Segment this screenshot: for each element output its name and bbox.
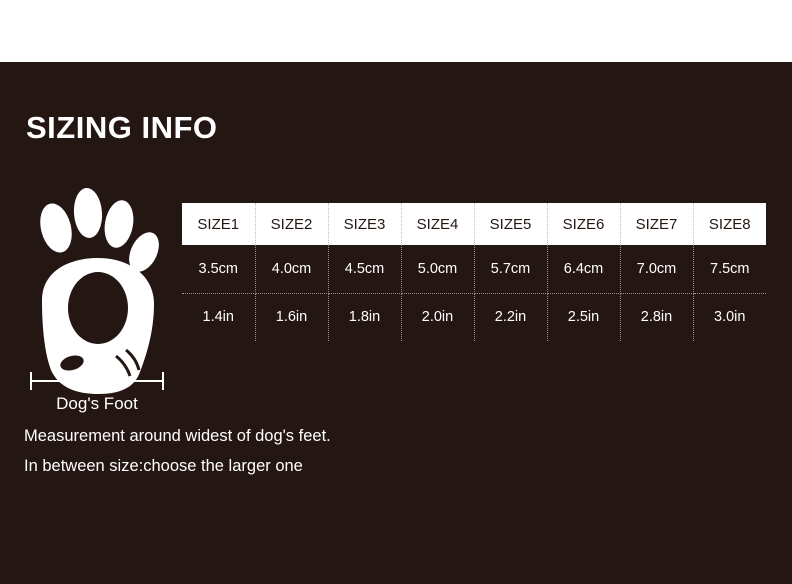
column-header: SIZE5 (474, 203, 547, 245)
table-cell: 4.5cm (328, 245, 401, 293)
notes-block (24, 424, 764, 483)
table-cell: 4.0cm (255, 245, 328, 293)
table-cell: 2.8in (620, 293, 693, 341)
foot-width-measure (20, 372, 172, 432)
table-row (182, 293, 766, 341)
table-cell: 5.7cm (474, 245, 547, 293)
measure-line (30, 380, 164, 382)
table-cell: 2.0in (401, 293, 474, 341)
table-cell: 1.6in (255, 293, 328, 341)
dog-paw-icon (20, 180, 170, 400)
size-table (182, 203, 766, 341)
table-row (182, 245, 766, 293)
table-cell: 7.0cm (620, 245, 693, 293)
table-cell: 1.8in (328, 293, 401, 341)
table-cell: 2.2in (474, 293, 547, 341)
size-table-body (182, 245, 766, 341)
column-header: SIZE8 (693, 203, 766, 245)
column-header: SIZE6 (547, 203, 620, 245)
note-line: Measurement around widest of dog's feet. (24, 427, 331, 445)
table-cell: 5.0cm (401, 245, 474, 293)
note-line: In between size:choose the larger one (24, 456, 303, 475)
table-cell: 6.4cm (547, 245, 620, 293)
dog-paw-illustration (20, 180, 170, 400)
column-header: SIZE7 (620, 203, 693, 245)
column-header: SIZE3 (328, 203, 401, 245)
sizing-info-panel (0, 62, 792, 584)
measure-cap-right (162, 372, 164, 390)
table-cell: 7.5cm (693, 245, 766, 293)
table-cell: 2.5in (547, 293, 620, 341)
table-cell: 3.0in (714, 309, 746, 326)
page-title: SIZING INFO (26, 110, 218, 145)
table-header-row (182, 203, 766, 245)
column-header: SIZE2 (255, 203, 328, 245)
table-cell: 1.4in (182, 293, 255, 341)
column-header: SIZE4 (401, 203, 474, 245)
measure-label: Dog's Foot (56, 394, 138, 413)
size-table-head (182, 203, 766, 245)
column-header: SIZE1 (182, 203, 255, 245)
table-cell: 3.5cm (182, 245, 255, 293)
size-table-wrapper (182, 203, 766, 341)
measure-cap-left (30, 372, 32, 390)
